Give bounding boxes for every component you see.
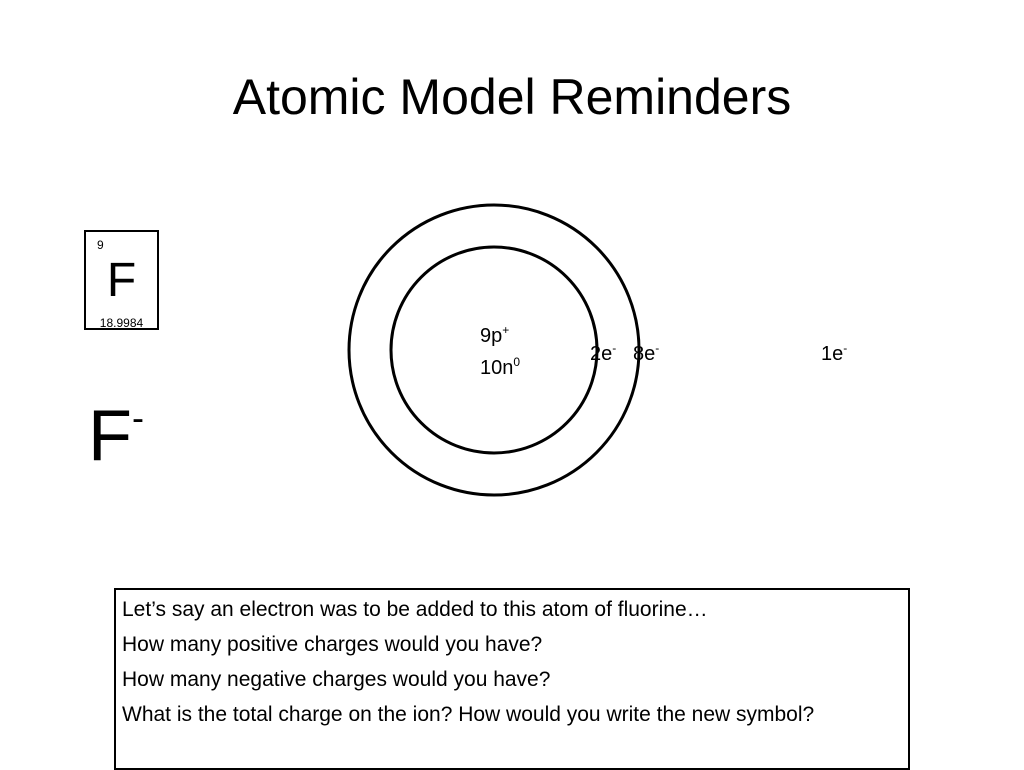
slide-title: Atomic Model Reminders: [232, 69, 792, 125]
shell-1-electrons-label: 2e-: [590, 341, 617, 365]
shell-2-electrons-label: 8e-: [633, 341, 660, 365]
question-negative-charges: How many negative charges would you have?: [122, 668, 551, 691]
element-symbol: F: [106, 254, 137, 307]
question-intro: Let’s say an electron was to be added to this atom of fluorine…: [122, 598, 708, 621]
extra-electron-label: 1e-: [821, 341, 848, 365]
inner-shell-ring: [391, 247, 597, 453]
nucleus-protons-label: 9p+: [480, 323, 510, 347]
question-total-charge: What is the total charge on the ion? How would you write the new symbol?: [122, 703, 815, 726]
nucleus-neutrons-label: $10n^0$: [480, 355, 521, 379]
atomic-mass: 18.9984: [99, 316, 144, 330]
question-box: [114, 588, 910, 770]
atomic-number: 9: [97, 238, 104, 252]
question-positive-charges: How many positive charges would you have?: [122, 633, 543, 656]
ion-charge: -: [131, 397, 144, 438]
ion-element: F: [88, 396, 132, 476]
